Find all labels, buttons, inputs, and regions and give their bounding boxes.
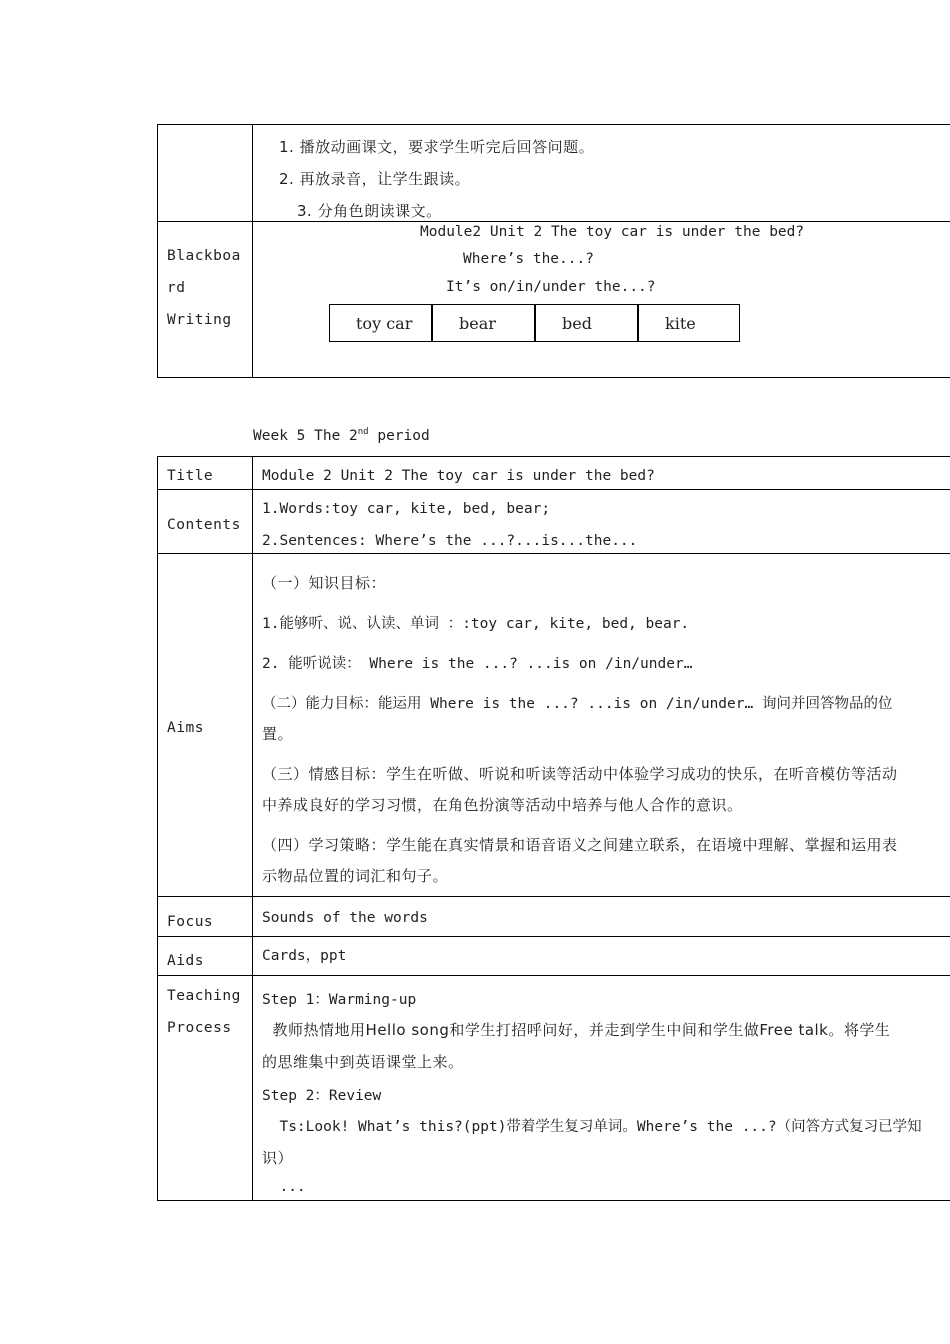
word-card-label: toy car <box>356 314 413 333</box>
process-label-cell <box>158 976 253 1200</box>
word-card-label: kite <box>665 314 696 333</box>
focus-value: Sounds of the words <box>262 910 428 926</box>
aims-line: （四）学习策略：学生能在真实情景和语音语义之间建立联系，在语境中理解、掌握和运用表 <box>262 836 898 854</box>
aims-line: （一）知识目标： <box>262 574 387 592</box>
aims-line: 1.能够听、说、认读、单词 ：:toy car, kite, bed, bear. <box>262 616 690 632</box>
process-line: 识） <box>262 1149 294 1167</box>
process-line: 教师热情地用Hello song和学生打招呼问好，并走到学生中间和学生做Free talk。将学生 <box>262 1021 891 1039</box>
process-line: Ts:Look! What’s this?(ppt)带着学生复习单词。Where’s the ...?（问答方式复习已学知 <box>262 1119 922 1135</box>
process-label: Teaching <box>167 988 241 1004</box>
period-heading-sup: nd <box>357 427 369 437</box>
period-heading <box>253 427 430 444</box>
aims-label: Aims <box>167 720 204 736</box>
aims-content-cell <box>253 554 950 897</box>
word-card <box>432 304 535 342</box>
process-row <box>158 975 950 1200</box>
board-line: Where’s the...? <box>463 251 594 267</box>
title-content-cell <box>253 457 950 489</box>
word-card <box>329 304 432 342</box>
process-line: Step 2：Review <box>262 1088 382 1104</box>
focus-row <box>158 896 950 937</box>
steps-label-cell <box>158 125 253 221</box>
aids-content-cell <box>253 937 950 976</box>
title-label-cell <box>158 457 253 489</box>
step-line: 2. 再放录音，让学生跟读。 <box>279 170 471 188</box>
contents-row <box>158 489 950 554</box>
title-row <box>158 457 950 489</box>
board-line: It’s on/in/under the...? <box>446 279 656 295</box>
blackboard-label-cell <box>158 222 253 377</box>
title-value: Module 2 Unit 2 The toy car is under the bed? <box>262 468 655 484</box>
step-line: 3. 分角色朗读课文。 <box>297 202 442 220</box>
aims-row <box>158 553 950 897</box>
aids-label-cell <box>158 937 253 976</box>
contents-line: 2.Sentences: Where’s the ...?...is...the... <box>262 533 638 549</box>
aims-line: 示物品位置的词汇和句子。 <box>262 867 449 885</box>
focus-content-cell <box>253 897 950 937</box>
aims-line: （三）情感目标：学生在听做、听说和听读等活动中体验学习成功的快乐，在听音模仿等活动 <box>262 765 898 783</box>
process-line: 的思维集中到英语课堂上来。 <box>262 1053 464 1071</box>
aims-line: 中养成良好的学习习惯，在角色扮演等活动中培养与他人合作的意识。 <box>262 796 743 814</box>
aids-label: Aids <box>167 953 204 969</box>
period-heading-suffix: period <box>368 427 430 444</box>
steps-content-cell <box>253 125 950 221</box>
process-label: Process <box>167 1020 232 1036</box>
blackboard-label: Blackboa <box>167 248 241 264</box>
blackboard-content-cell <box>253 222 950 377</box>
blackboard-label: rd <box>167 280 186 296</box>
process-line: Step 1：Warming-up <box>262 992 417 1008</box>
aims-line: （二）能力目标：能运用 Where is the ...? ...is on /in/under… 询问并回答物品的位 <box>262 696 893 712</box>
focus-label-cell <box>158 897 253 937</box>
word-card-label: bear <box>459 314 496 333</box>
aims-line: 2. 能听说读： Where is the ...? ...is on /in/under… <box>262 656 693 672</box>
blackboard-row <box>158 221 950 377</box>
word-card <box>638 304 740 342</box>
steps-row <box>158 125 950 221</box>
lesson-table-2 <box>157 456 950 1201</box>
aids-value: Cards，ppt <box>262 948 347 964</box>
aims-label-cell <box>158 554 253 897</box>
process-line: ... <box>262 1179 306 1195</box>
blackboard-label: Writing <box>167 312 232 328</box>
step-line: 1. 播放动画课文，要求学生听完后回答问题。 <box>279 138 595 156</box>
contents-label: Contents <box>167 517 241 533</box>
aims-line: 置。 <box>262 725 294 743</box>
word-card <box>535 304 638 342</box>
contents-content-cell <box>253 490 950 554</box>
period-heading-prefix: Week 5 The 2 <box>253 427 358 444</box>
aids-row <box>158 936 950 976</box>
contents-label-cell <box>158 490 253 554</box>
board-line: Module2 Unit 2 The toy car is under the bed? <box>420 224 805 240</box>
contents-line: 1.Words:toy car, kite, bed, bear; <box>262 501 551 517</box>
title-label: Title <box>167 468 214 484</box>
focus-label: Focus <box>167 914 214 930</box>
process-content-cell <box>253 976 950 1200</box>
word-card-label: bed <box>562 314 592 333</box>
